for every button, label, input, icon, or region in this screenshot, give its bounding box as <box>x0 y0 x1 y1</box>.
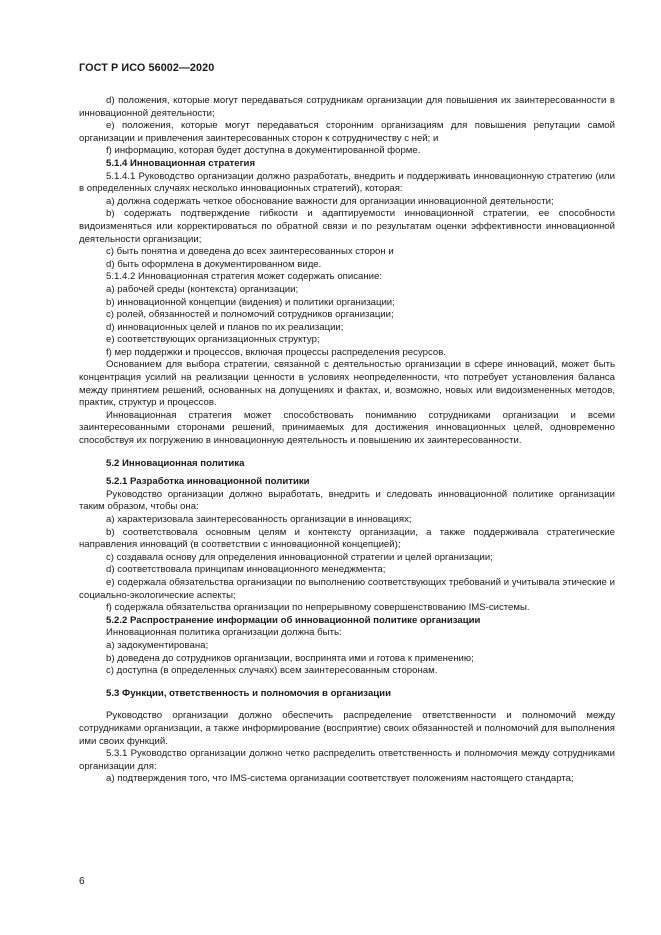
paragraph: d) соответствовала принципам инновационного менеджмента; <box>106 564 386 576</box>
paragraph: e) содержала обязательства организации по выполнению соответствующих требований и учитывала этические и социально-экологические аспекты; <box>79 576 615 601</box>
paragraph: f) мер поддержки и процессов, включая процессы распределения ресурсов. <box>106 346 446 358</box>
document-body <box>79 95 615 786</box>
paragraph: a) должна содержать четкое обоснование важности для организации инновационной деятельности; <box>106 195 554 207</box>
paragraph: Основанием для выбора стратегии, связанной с деятельностью организации в сфере инноваций, может быть концентрация усилий на реализации ценности в условиях неопределенности, что потребует установления баланса между принятием решений, основанных на допущениях и фактах, и, возможно, новых или видоизмененных методов, практик, структур и процессов. <box>79 359 615 409</box>
paragraph: b) соответствовала основным целям и контексту организации, а также поддерживала стратегические направления инноваций (в соответствии с инновационной концепцией); <box>79 526 615 551</box>
page-number: 6 <box>79 876 85 887</box>
paragraph: c) ролей, обязанностей и полномочий сотрудников организации; <box>106 309 394 321</box>
subsection-heading: 5.1.4 Инновационная стратегия <box>106 157 256 169</box>
paragraph: d) быть оформлена в документированном виде. <box>106 258 322 270</box>
paragraph: f) информацию, которая будет доступна в документированной форме. <box>106 145 421 157</box>
section-heading: 5.3 Функции, ответственность и полномочия в организации <box>106 687 391 699</box>
paragraph: 5.1.4.2 Инновационная стратегия может содержать описание: <box>106 271 383 283</box>
paragraph: a) задокументирована; <box>106 639 209 651</box>
subsection-heading: 5.2.1 Разработка инновационной политики <box>106 476 310 488</box>
section-heading: 5.2 Инновационная политика <box>106 457 245 469</box>
paragraph: b) доведена до сотрудников организации, воспринята ими и готова к применению; <box>106 652 474 664</box>
paragraph: a) характеризовала заинтересованность организации в инновациях; <box>106 514 412 525</box>
subsection-heading: 5.2.2 Распространение информации об инновационной политике организации <box>106 614 481 626</box>
paragraph: Руководство организации должно обеспечить распределение ответственности и полномочий между сотрудниками организации, а также информирование (восприятие) своих обязанностей и полномочий для выполнения ими своих функций. <box>79 710 615 747</box>
paragraph: a) подтверждения того, что IMS-система организации соответствует положениям настоящего стандарта; <box>106 773 574 785</box>
paragraph: 5.3.1 Руководство организации должно четко распределить ответственность и полномочия между сотрудниками организации для: <box>79 748 615 772</box>
paragraph: b) инновационной концепции (видения) и политики организации; <box>106 296 395 308</box>
paragraph: d) положения, которые могут передаваться сотрудникам организации для повышения их заинтересованности в инновационной деятельности; <box>79 95 615 119</box>
paragraph: e) соответствующих организационных структур; <box>106 334 320 346</box>
paragraph: e) положения, которые могут передаваться сторонним организациям для повышения репутации самой организации и привлечения заинтересованных сторон к сотрудничеству с ней; и <box>79 120 615 144</box>
paragraph: 5.1.4.1 Руководство организации должно разработать, внедрить и поддерживать инновационную стратегию (или в определенных случаях несколько инновационных стратегий), которая: <box>79 170 615 195</box>
paragraph: Инновационная политика организации должна быть: <box>106 627 342 639</box>
paragraph: d) инновационных целей и планов по их реализации; <box>106 321 344 333</box>
paragraph: Инновационная стратегия может способствовать пониманию сотрудниками организации и всеми заинтересованными сторонами решений, принимаемых для достижения инновационных целей, одновременно способствуя их погружению в инновационную деятельность и повышению их заинтересованности. <box>79 409 615 447</box>
document-header: ГОСТ Р ИСО 56002—2020 <box>79 62 215 74</box>
paragraph: f) содержала обязательства организации по непрерывному совершенствованию IMS-системы. <box>106 602 530 614</box>
paragraph: c) доступна (в определенных случаях) всем заинтересованным сторонам. <box>106 665 438 677</box>
paragraph: a) рабочей среды (контекста) организации; <box>106 283 299 295</box>
paragraph: b) содержать подтверждение гибкости и адаптируемости инновационной стратегии, ее способности видоизменяться или корректироваться по обратной связи и по результатам оценки эффективности инновационной деятельности организации; <box>79 208 615 245</box>
paragraph: c) быть понятна и доведена до всех заинтересованных сторон и <box>106 246 394 258</box>
paragraph: c) создавала основу для определения инновационной стратегии и целей организации; <box>106 551 493 563</box>
paragraph: Руководство организации должно выработать, внедрить и следовать инновационной политике организации таким образом, чтобы она: <box>79 488 615 513</box>
